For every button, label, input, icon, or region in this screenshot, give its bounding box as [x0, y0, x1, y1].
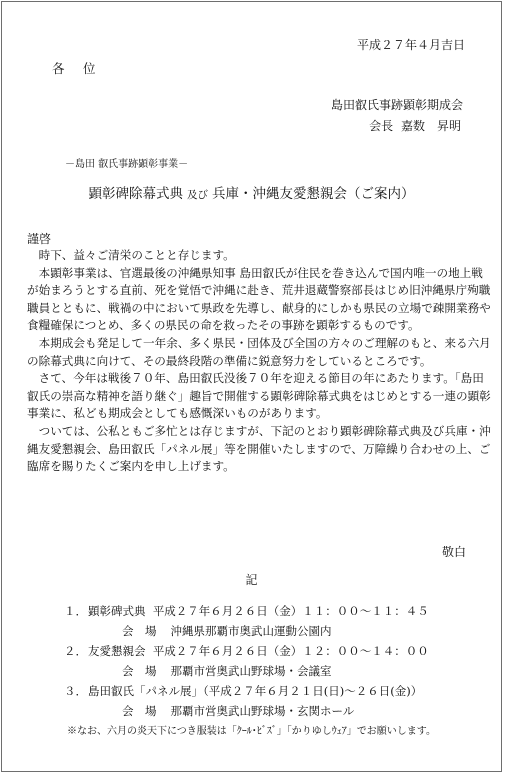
event-venue: [64, 661, 429, 681]
event-number: ２．: [64, 644, 87, 658]
dress-code-note: ※なお、六月の炎天下につき服装は「ｸｰﾙ･ﾋﾞｽﾞ」「かりゆしｳｪｱ」でお願いします。: [67, 726, 436, 737]
event-name: 島田叡氏「パネル展」: [88, 684, 203, 698]
document-page: [1, 1, 502, 772]
event-item: [64, 601, 429, 621]
event-number: ３．: [64, 684, 87, 698]
venue-name: 沖縄県那覇市奥武山運動公園内: [170, 624, 332, 638]
paragraph: さて、今年は戦後７０年、島田叡氏没後７０年を迎える節目の年にあたります。「島田叡氏の崇高な精神を語り継ぐ」趣旨で開催する顕彰碑除幕式典をはじめとする一連の顕彰事業に、私ども期成会としても感慨深いものがあります。: [27, 371, 491, 421]
event-datetime: （平成２７年６月２１日(日)～２６日(金)）: [203, 684, 423, 698]
note-heading: 記: [245, 573, 258, 587]
event-item: [64, 641, 429, 661]
document-date: 平成２７年４月吉日: [356, 38, 465, 52]
paragraph: 本期成会も発足して一年余、多く県民・団体及び全国の方々のご理解のもと、来る六月の除幕式典に向けて、その最終段階の準備に鋭意努力をしているところです。: [27, 335, 491, 368]
organization-name: 島田叡氏事跡顕彰期成会: [330, 98, 463, 112]
paragraph: 時下、益々ご清栄のことと存じます。: [38, 248, 235, 262]
event-list: [64, 601, 429, 721]
letter-body: [27, 247, 493, 476]
event-number: １．: [64, 604, 87, 618]
title-joiner: 及び: [187, 189, 208, 201]
venue-name: 那覇市営奥武山野球場・会議室: [170, 664, 332, 678]
salutation: 謹啓: [27, 232, 52, 246]
closing-word: 敬白: [441, 545, 466, 559]
title-main: 顕彰碑除幕式典: [88, 186, 183, 202]
paragraph: ついては、公私ともご多忙とは存じますが、下記のとおり顕彰碑除幕式典及び兵庫・沖縄友愛懇親会、島田叡氏「パネル展」等を開催いたしますので、万障繰り合わせの上、ご臨席を賜りたくご案内を申し上げます。: [27, 423, 491, 474]
venue-label: 会 場: [122, 664, 157, 678]
event-datetime: 平成２７年６月２６日（金）１２：００～１４：００: [152, 644, 429, 658]
document-subtitle: －島田 叡氏事跡顕彰事業－: [65, 159, 189, 170]
event-venue: [64, 621, 429, 641]
event-item: [64, 681, 429, 701]
venue-name: 那覇市営奥武山野球場・玄関ホール: [170, 704, 355, 718]
title-second: 兵庫・沖縄友愛懇親会（ご案内）: [212, 186, 415, 202]
event-datetime: 平成２７年６月２６日（金）１１：００～１１：４５: [152, 604, 429, 618]
paragraph: 本顕彰事業は、官選最後の沖縄県知事 島田叡氏が住民を巻き込んで国内唯一の地上戦が始まろうとする直前、死を覚悟で沖縄に赴き、荒井退蔵警察部長はじめ旧沖縄県庁殉職職員とともに、戦禍の中において県政を先導し、献身的にしかも県民の立場で疎開業務や食糧確保につとめ、多くの県民の命を救ったその事跡を顕彰するものです。: [27, 265, 491, 333]
chairperson: [369, 117, 461, 134]
chair-title: 会長: [369, 119, 394, 133]
addressee: 各 位: [52, 61, 99, 76]
event-venue: [64, 701, 429, 721]
venue-label: 会 場: [122, 704, 157, 718]
document-title: [2, 182, 501, 202]
event-name: 友愛懇親会: [88, 644, 146, 658]
event-name: 顕彰碑式典: [88, 604, 146, 618]
venue-label: 会 場: [122, 624, 157, 638]
chair-name: 嘉数 昇明: [400, 119, 461, 133]
